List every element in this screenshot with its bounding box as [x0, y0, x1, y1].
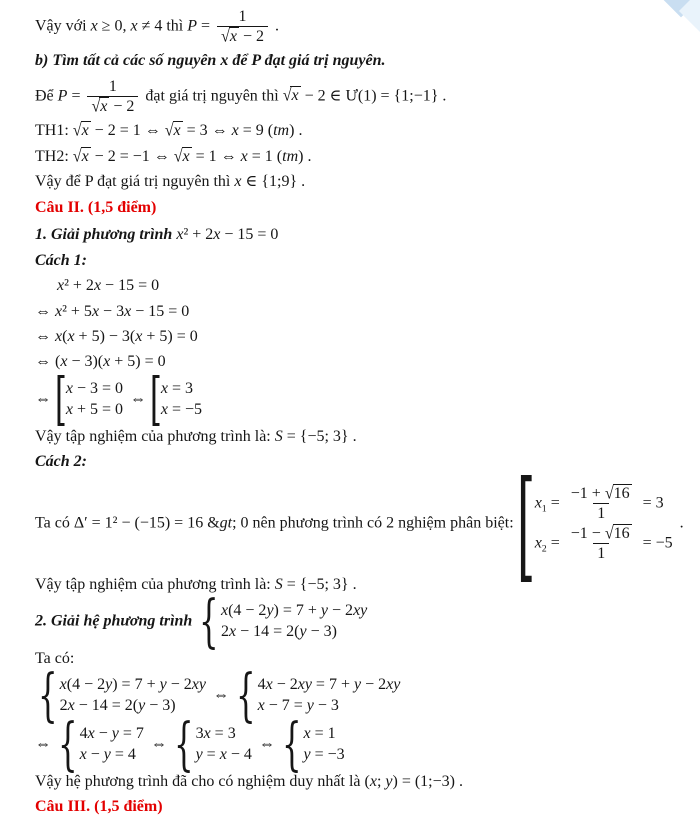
denominator	[87, 96, 138, 116]
math-expression: 4x − y = 7	[79, 724, 144, 742]
radical-sign: √	[604, 483, 614, 503]
math-expression: 1	[597, 504, 606, 522]
math-expression: =	[546, 534, 564, 552]
math-expression: ⇔ x² + 5x − 3x − 15 = 0	[35, 302, 190, 320]
math-expression: x	[182, 147, 190, 165]
math-expression: x + 5 = 0	[65, 401, 124, 419]
numerator	[567, 484, 636, 503]
equation-cases	[235, 662, 401, 729]
case-row	[161, 379, 193, 399]
math-expression: y = x − 4	[195, 746, 252, 764]
case-rows	[221, 601, 367, 643]
doc-line	[35, 327, 686, 347]
case-brace: {	[58, 711, 78, 778]
doc-line	[35, 588, 686, 655]
square-root	[73, 147, 91, 167]
square-root	[605, 484, 632, 503]
math-expression: P =	[187, 17, 215, 35]
math-expression: =	[546, 494, 564, 512]
square-root	[283, 86, 301, 106]
bold-italic-text: b) Tìm tất cả các số nguyên x để P đạt giá trị nguyên.	[35, 52, 386, 70]
case-brace: [	[516, 453, 535, 594]
math-expression: x	[173, 122, 181, 140]
math-subscript: 1	[541, 503, 547, 515]
text-run: Vậy tập nghiệm của phương trình là:	[35, 427, 275, 445]
math-expression: ⇔	[126, 390, 151, 408]
case-row	[303, 745, 344, 765]
bold-italic-text: 1. Giải phương trình	[35, 226, 177, 244]
math-expression: 1	[597, 545, 606, 563]
doc-line	[35, 711, 686, 778]
math-expression: ⇔	[35, 735, 55, 753]
case-rows	[303, 724, 344, 766]
square-root	[221, 27, 239, 46]
text-run: .	[454, 772, 463, 790]
math-expression: 1	[238, 8, 247, 25]
math-expression: x	[229, 28, 237, 46]
case-rows	[535, 484, 673, 564]
text-run: nên phương trình có 2 nghiệm phân biệt:	[248, 514, 518, 532]
math-expression: x	[100, 98, 108, 116]
bold-italic-text: Cách 1:	[35, 251, 87, 269]
text-run: Để	[35, 87, 58, 105]
text-run: Ta có	[35, 514, 74, 532]
case-brace: {	[173, 711, 194, 778]
case-brace: {	[38, 662, 58, 729]
math-expression: − 2	[109, 98, 135, 116]
case-brace: [	[54, 366, 67, 433]
math-expression: x	[534, 494, 542, 512]
radical-sign: √	[173, 146, 183, 166]
doc-line	[35, 427, 686, 447]
math-expression: 2x − 14 = 2(y − 3)	[220, 623, 337, 641]
radical-sign: √	[604, 524, 614, 543]
radicand	[290, 86, 300, 105]
doc-line	[35, 575, 686, 595]
case-row	[196, 745, 252, 765]
case-row	[66, 379, 123, 399]
radicand	[173, 121, 183, 140]
case-rows	[258, 675, 401, 717]
math-expression: − 2 = 1 ⇔	[90, 122, 165, 140]
equation-cases	[516, 453, 673, 594]
case-row	[80, 724, 144, 744]
math-expression: 4x − 2xy = 7 + y − 2xy	[257, 676, 401, 694]
radicand	[229, 27, 239, 46]
text-run: .	[270, 17, 279, 35]
math-expression: 3x = 3	[195, 724, 236, 742]
case-row	[196, 724, 236, 744]
text-run: .	[348, 427, 357, 445]
math-expression: −1 −	[570, 525, 605, 543]
math-expression: x ≥ 0, x ≠ 4	[90, 17, 163, 35]
text-run: .	[294, 122, 303, 140]
radicand	[613, 524, 632, 543]
doc-line	[35, 51, 686, 71]
section-heading	[35, 198, 686, 218]
math-expression: Δ′ = 1² − (−15) = 16 &gt; 0	[73, 514, 249, 532]
equation-cases	[173, 711, 252, 778]
square-root	[165, 121, 183, 141]
doc-line	[35, 121, 686, 141]
text-run: .	[675, 514, 684, 532]
math-expression: ⇔ x(x + 5) − 3(x + 5) = 0	[35, 327, 198, 345]
math-expression: y = −3	[303, 746, 345, 764]
case-brace: [	[149, 366, 162, 433]
doc-line	[35, 302, 686, 322]
math-subscript: 2	[541, 543, 547, 555]
math-expression: 16	[613, 525, 630, 543]
denominator	[217, 26, 268, 46]
case-brace: {	[281, 711, 302, 778]
equation-cases	[54, 366, 124, 433]
text-run: Vậy với	[35, 17, 91, 35]
math-expression: x	[81, 147, 89, 165]
math-expression: x	[81, 122, 89, 140]
case-rows	[196, 724, 252, 766]
radical-sign: √	[72, 146, 82, 166]
radical-sign: √	[282, 86, 292, 105]
doc-line	[35, 147, 686, 167]
text-run: thì	[162, 17, 188, 35]
math-expression: x(4 − 2y) = 7 + y − 2xy	[59, 676, 206, 694]
fraction	[87, 77, 138, 116]
math-expression: x	[291, 87, 299, 105]
text-run: .	[303, 147, 312, 165]
radicand	[613, 484, 632, 503]
radical-sign: √	[91, 97, 101, 116]
case-row	[258, 675, 401, 695]
doc-line	[35, 649, 686, 669]
math-expression: ⇔	[208, 686, 233, 704]
bold-italic-text: 2. Giải hệ phương trình	[35, 612, 197, 630]
square-root	[91, 97, 109, 116]
math-expression: 2x − 14 = 2(y − 3)	[59, 697, 176, 715]
math-expression: x(4 − 2y) = 7 + y − 2xy	[220, 601, 368, 619]
doc-line	[35, 225, 686, 245]
case-brace: {	[235, 662, 256, 729]
text-run: Ư(1) = {1;−1} .	[345, 87, 447, 105]
text-run: TH2:	[35, 147, 73, 165]
math-expression: S = {−5; 3}	[274, 427, 349, 445]
doc-line	[35, 772, 686, 792]
math-expression: = −5	[638, 534, 673, 552]
text-run: .	[348, 575, 357, 593]
doc-line	[35, 352, 686, 372]
doc-line	[35, 251, 686, 271]
math-expression: x ∈ {1;9}	[234, 173, 298, 191]
radical-sign: √	[221, 27, 230, 46]
doc-line	[57, 276, 686, 296]
text-run: đạt giá trị nguyên thì	[141, 87, 283, 105]
numerator	[567, 524, 636, 543]
doc-line	[35, 662, 686, 729]
math-expression: ⇔	[146, 735, 171, 753]
case-row	[221, 601, 367, 621]
math-expression: x = 3	[160, 379, 194, 397]
radicand	[81, 121, 91, 140]
math-expression: ⇔	[254, 735, 279, 753]
case-row	[161, 400, 202, 420]
case-rows	[66, 379, 123, 421]
case-brace: {	[199, 588, 219, 655]
case-rows	[80, 724, 144, 766]
radicand	[182, 147, 192, 166]
square-root	[73, 121, 91, 141]
denominator	[593, 543, 609, 563]
math-expression: = 1 ⇔ x = 1 (tm)	[191, 147, 304, 165]
radicand	[81, 147, 91, 166]
case-row	[535, 484, 664, 523]
case-row	[80, 745, 136, 765]
square-root	[174, 147, 192, 167]
text-run: Câu II. (1,5 điểm)	[35, 198, 157, 216]
math-expression: S = {−5; 3}	[274, 575, 349, 593]
text-run: Ta có:	[35, 649, 75, 667]
denominator	[593, 503, 609, 523]
math-expression: x² + 2x − 15 = 0	[57, 277, 160, 295]
text-run: .	[297, 173, 306, 191]
text-run: Vậy tập nghiệm của phương trình là:	[35, 575, 275, 593]
text-run: TH1:	[35, 122, 73, 140]
doc-line	[35, 172, 686, 192]
math-expression: x − 3 = 0	[65, 379, 124, 397]
case-row	[66, 400, 123, 420]
numerator	[105, 77, 121, 96]
doc-line	[35, 452, 686, 472]
bold-italic-text: Cách 2:	[35, 453, 87, 471]
math-expression: − 2	[238, 28, 264, 46]
math-expression: 16	[613, 484, 630, 502]
radicand	[99, 97, 109, 116]
math-expression: (x; y) = (1;−3)	[364, 772, 455, 790]
case-row	[221, 622, 337, 642]
text-run: Câu III. (1,5 điểm)	[35, 797, 163, 815]
math-expression: −1 +	[570, 484, 605, 502]
equation-cases	[281, 711, 345, 778]
math-expression: x − y = 4	[79, 746, 136, 764]
doc-line	[35, 366, 686, 433]
math-expression: x = −5	[160, 401, 203, 419]
text-run: Vậy để P đạt giá trị nguyên thì	[35, 173, 235, 191]
doc-line	[35, 77, 686, 116]
math-expression: − 2 ∈	[300, 87, 346, 105]
case-row	[60, 675, 206, 695]
case-row	[303, 724, 335, 744]
math-expression: x = 1	[303, 724, 336, 742]
equation-cases	[58, 711, 144, 778]
radical-sign: √	[164, 121, 174, 140]
math-expression: ⇔ (x − 3)(x + 5) = 0	[35, 353, 166, 371]
numerator	[235, 7, 251, 26]
math-expression: 1	[108, 77, 117, 95]
text-run: Vậy hệ phương trình đã cho có nghiệm duy nhất là	[35, 772, 365, 790]
case-rows	[161, 379, 202, 421]
case-row	[535, 524, 673, 563]
square-root	[605, 524, 632, 543]
math-expression: = 3 ⇔ x = 9 (tm)	[182, 122, 295, 140]
math-expression: x² + 2x − 15 = 0	[176, 226, 279, 244]
math-expression: P =	[57, 87, 85, 105]
math-expression: − 2 = −1 ⇔	[90, 147, 174, 165]
radical-sign: √	[72, 121, 82, 140]
section-heading	[35, 797, 686, 817]
math-expression: x	[534, 534, 542, 552]
math-expression: ⇔	[35, 390, 55, 408]
fraction	[567, 524, 636, 563]
equation-cases	[199, 588, 368, 655]
math-expression: = 3	[638, 494, 664, 512]
doc-line	[35, 7, 686, 46]
fraction	[217, 7, 268, 46]
equation-cases	[149, 366, 203, 433]
math-expression: x − 7 = y − 3	[257, 697, 339, 715]
fraction	[567, 484, 636, 523]
